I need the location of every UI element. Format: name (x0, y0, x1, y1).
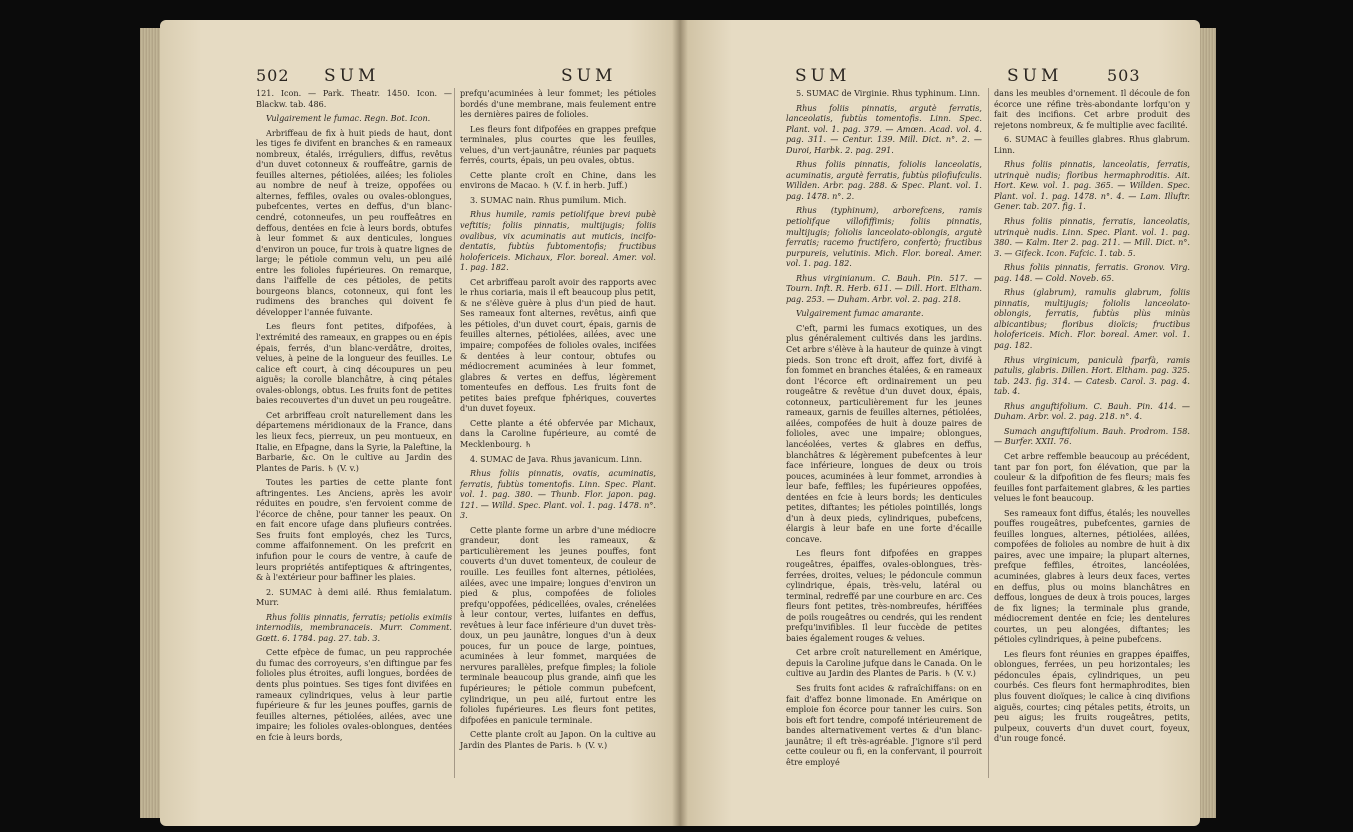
paragraph: Rhus foliis pinnatis, lanceolatis, ferratis, utrinquè nudis; floribus hermaphroditis. Ait. Hort. Kew. vol. 1. pag. 365. — Willden. Spec. Plant. vol. 1. pag. 1478. n°. 4. — Lam. Illuftr. Gener. tab. 207. fig. 1. (994, 159, 1190, 212)
paragraph: Rhus (typhinum), arborefcens, ramis petiolifque villofiffimis; foliis pinnatis, multijugis; foliolis lanceolato-oblongis, argutè ferratis; racemo fructifero, confertò; fructibus purpureis, velutinis. Mich. Flor. boreal. Amer. vol. 1. pag. 182. (786, 205, 982, 269)
book-gutter (672, 20, 688, 826)
paragraph: Rhus humile, ramis petiolifque brevi pubè veftitis; foliis pinnatis, multijugis; foliis ovalibus, vix acuminatis aut muticis, incifo-dentatis, fubtùs fubtomentofis; fructibus holofericeis. Michaux, Flor. boreal. Amer. vol. 1. pag. 182. (460, 209, 656, 273)
paragraph: Sumach anguftifolium. Bauh. Prodrom. 158. — Burfer. XXII. 76. (994, 425, 1190, 447)
paragraph: 121. Icon. — Park. Theatr. 1450. Icon. — Blackw. tab. 486. (256, 88, 452, 109)
paragraph: Rhus foliis pinnatis, ferratis, lanceolatis, utrinquè nudis. Linn. Spec. Plant. vol. 1. pag. 380. — Kalm. Iter 2. pag. 211. — Mill. Dict. n°. 3. — Gifeck. Icon. Fafcic. 1. tab. 5. (994, 216, 1190, 258)
entry-heading: 4. SUMAC de Java. Rhus javanicum. Linn. (470, 453, 643, 464)
left-page-edge (140, 28, 160, 818)
paragraph: prefqu'acuminées à leur fommet; les pétioles bordés d'une membrane, mais feulement entre les dernières paires de folioles. (460, 88, 656, 120)
paragraph: Toutes les parties de cette plante font aftringentes. Les Anciens, après les avoir réduites en poudre, s'en fervoient comme de l'écorce de chêne, pour tanner les peaux. On en fait encore ufage dans plufieurs contrées. Ses fruits font employés, chez les Turcs, comme affaifonnement. On les prefcrit en infufion pour le cours de ventre, à caufe de leurs propriétés antifeptiques & aftringentes, & à l'extérieur pour baffiner les plaies. (256, 477, 452, 583)
paragraph: Rhus foliis pinnatis, foliolis lanceolatis, acuminatis, argutè ferratis, fubtùs pilofiufculis. Willden. Arbr. pag. 288. & Spec. Plant. vol. 1. pag. 1478. n°. 2. (786, 159, 982, 201)
paragraph: Arbriffeau de fix à huit pieds de haut, dont les tiges fe divifent en branches & en rameaux nombreux, étalés, irréguliers, diffus, revêtus d'un duvet cotonneux & rouffeâtre, garnis de feuilles alternes, pétiolées, ailées; les folioles au nombre de neuf à treize, oppofées ou alternes, feffiles, ovales ou ovales-oblongues, pubefcentes, vertes en deffus, d'un blanc-cendré, cotonneufes, un peu rouffeâtres en deffous, dentées en fcie à leurs bords, obtufes à leur fommet & aux denticules, longues d'environ un pouce, fur trois à quatre lignes de large; le pétiole commun velu, un peu ailé entre les folioles fupérieures. On remarque, dans l'aiffelle de ces pétioles, de petits bourgeons blancs, cotonneux, qui font les rudimens des branches qui doivent fe développer l'année fuivante. (256, 127, 452, 317)
paragraph: Les fleurs font petites, difpofées, à l'extrémité des rameaux, en grappes ou en épis épais, ferrés, d'un blanc-verdâtre, droites, velues, à peine de la longueur des feuilles. Le calice eft court, à cinq découpures un peu aiguës; la corolle blanchâtre, à cinq pétales ovales-oblongs, obtus. Les fruits font de petites baies recouvertes d'un duvet un peu rougeâtre. (256, 321, 452, 406)
paragraph: Les fleurs font difpofées en grappes prefque terminales, plus courtes que les feuilles, velues, d'un vert-jaunâtre, réunies par paquets ferrés, courts, épais, un peu ovales, obtus. (460, 123, 656, 166)
paragraph: Rhus foliis pinnatis, ovatis, acuminatis, ferratis, fubtùs tomentofis. Linn. Spec. Plant. vol. 1. pag. 380. — Thunb. Flor. japon. pag. 121. — Willd. Spec. Plant. vol. 1. pag. 1478. n°. 3. (460, 468, 656, 521)
entry-heading: 3. SUMAC nain. Rhus pumilum. Mich. (470, 194, 627, 205)
paragraph: Cette plante a été obfervée par Michaux, dans la Caroline fupérieure, au comté de Mecklenbourg. ♄ (460, 417, 656, 449)
left-running-head (256, 66, 680, 90)
paragraph: Ses rameaux font diffus, étalés; les nouvelles pouffes rougeâtres, pubefcentes, garnies de feuilles longues, alternes, pétiolées, ailées, compofées de folioles au nombre de huit à dix paires, avec une impaire; la plupart alternes, prefque feffiles, étroites, lancéolées, acuminées, glabres à leurs deux faces, vertes en deffus, plus ou moins blanchâtres en deffous, longues de deux à trois pouces, larges de fix lignes; la terminale plus grande, médiocrement dentée en fcie; les dentelures courtes, un peu alongées, diftantes; les pétioles cylindriques, à peine pubefcens. (994, 507, 1190, 645)
paragraph: Ses fruits font acides & rafraîchiffans: on en fait d'affez bonne limonade. En Amérique on emploie fon écorce pour tanner les cuirs. Son bois eft fort tendre, compofé intérieurement de bandes alternativement vertes & d'un blanc-jaunâtre; il eft très-agréable. J'ignore s'il perd cette couleur ou fi, en la confervant, il pourroit être employé (786, 682, 982, 767)
paragraph: Rhus foliis pinnatis, ferratis. Gronov. Virg. pag. 148. — Cold. Noveb. 65. (994, 262, 1190, 283)
open-book (160, 20, 1200, 826)
paragraph: Cette plante forme un arbre d'une médiocre grandeur, dont les rameaux, & particulièrement les jeunes pouffes, font couverts d'un duvet tomenteux, de couleur de rouille. Les feuilles font alternes, pétiolées, ailées, avec une impaire; longues d'environ un pied & plus, compofées de folioles prefqu'oppofées, pédicellées, ovales, crénelées à leur contour, vertes, luifantes en deffus, revêtues à leur face inférieure d'un duvet très-doux, un peu jaunâtre, longues d'un à deux pouces, fur un pouce de large, pointues, acuminées à leur fommet, marquées de nervures parallèles, prefque fimples; la foliole terminale beaucoup plus grande, ainfi que les fupérieures; le pétiole commun pubefcent, cylindrique, un peu ailé, furtout entre les folioles fupérieures. Les fleurs font petites, difpofées en panicule terminale. (460, 524, 656, 725)
running-head-right-word: SUM (1007, 66, 1063, 86)
running-head-left-word: SUM (324, 66, 380, 86)
entry-heading: 2. SUMAC à demi ailé. Rhus femialatum. Murr. (256, 586, 452, 608)
paragraph: Cette efpèce de fumac, un peu rapprochée du fumac des corroyeurs, s'en diftingue par fes folioles plus étroites, aufli longues, bordées de dents plus pointues. Ses tiges font divifées en rameaux cylindriques, velus à leur partie fupérieure & fur les jeunes pouffes, garnis de feuilles alternes, pétiolées, ailées, avec une impaire; les folioles ovales-oblongues, dentées en fcie à leurs bords, (256, 647, 452, 742)
right-running-head (795, 66, 1200, 90)
paragraph: Cet arbriffeau croît naturellement dans les départemens méridionaux de la France, dans les lieux fecs, pierreux, un peu montueux, en Italie, en Efpagne, dans la Syrie, la Paleftine, la Barbarie, &c. On le cultive au Jardin des Plantes de Paris. ♄ (V. v.) (256, 409, 452, 473)
right-page-column-1 (786, 88, 982, 771)
page-number: 503 (1107, 66, 1141, 85)
paragraph: dans les meubles d'ornement. Il découle de fon écorce une réfine très-abondante lorfqu'on y fait des incifions. Cet arbre produit des rejetons nombreux, & fe multiplie avec facilité. (994, 88, 1190, 130)
page-number: 502 (256, 66, 290, 85)
paragraph: Cet arbriffeau paroît avoir des rapports avec le rhus coriaria, mais il eft beaucoup plus petit, & ne s'élève guère à plus d'un pied de haut. Ses rameaux font alternes, revêtus, ainfi que les pétioles, d'un duvet court, épais, garnis de feuilles alternes, pétiolées, ailées, avec une impaire; compofées de folioles ovales, incifées & dentées à leur contour, obtufes ou médiocrement acuminées à leur fommet, glabres & vertes en deffus, légèrement tomenteufes en deffous. Les fruits font de petites baies prefque fphériques, couvertes d'un duvet foyeux. (460, 276, 656, 414)
right-page-edge (1200, 28, 1216, 818)
paragraph: Cet arbre croît naturellement en Amérique, depuis la Caroline jufque dans le Canada. On le cultive au Jardin des Plantes de Paris. ♄ (V. v.) (786, 647, 982, 679)
paragraph: Rhus virginianum. C. Bauh. Pin. 517. — Tourn. Inft. R. Herb. 611. — Dill. Hort. Eltham. pag. 253. — Duham. Arbr. vol. 2. pag. 218. (786, 272, 982, 304)
paragraph: Vulgairement fumac amarante. (796, 308, 924, 319)
paragraph: Vulgairement le fumac. Regn. Bot. Icon. (266, 113, 431, 124)
running-head-left-word: SUM (795, 66, 851, 86)
left-page (160, 20, 680, 826)
paragraph: Rhus foliis pinnatis, argutè ferratis, lanceolatis, fubtùs tomentofis. Linn. Spec. Plant. vol. 1. pag. 379. — Amœn. Acad. vol. 4. pag. 311. — Centur. 139. Mill. Dict. n°. 2. — Duroi, Harbk. 2. pag. 291. (786, 102, 982, 155)
entry-heading: 6. SUMAC à feuilles glabres. Rhus glabrum. Linn. (994, 134, 1190, 155)
paragraph: Cet arbre reffemble beaucoup au précédent, tant par fon port, fon élévation, que par la couleur & la difpofition de fes fleurs; mais fes feuilles font parfaitement glabres, & les parties velues le font beaucoup. (994, 450, 1190, 504)
paragraph: Rhus anguftifolium. C. Bauh. Pin. 414. — Duham. Arbr. vol. 2. pag. 218. n°. 4. (994, 400, 1190, 422)
right-page-column-2 (994, 88, 1190, 748)
paragraph: Rhus foliis pinnatis, ferratis; petiolis eximiis internodiis, membranaceis. Murr. Comment. Gœtt. 6. 1784. pag. 27. tab. 3. (256, 611, 452, 643)
paragraph: Rhus (glabrum), ramulis glabrum, foliis pinnatis, multijugis; foliolis lanceolato-oblongis, ferratis, fubtùs plùs minùs albicantibus; floribus dioïcis; fructibus holofericeis. Mich. Flor. boreal. Amer. vol. 1. pag. 182. (994, 287, 1190, 351)
paragraph: C'eft, parmi les fumacs exotiques, un des plus généralement cultivés dans les jardins. Cet arbre s'élève à la hauteur de quinze à vingt pieds. Son tronc eft droit, affez fort, divifé à fon fommet en branches étalées, & en rameaux dont l'écorce eft ordinairement un peu rougeâtre & revêtue d'un duvet doux, épais, cotonneux, particulièrement fur les jeunes rameaux, garnis de feuilles alternes, pétiolées, ailées, compofées de huit à douze paires de folioles, avec une impaire; oblongues, lancéolées, vertes & glabres en deffus, blanchâtres & légèrement pubefcentes à leur face inférieure, longues de deux ou trois pouces, acuminées à leur fommet, arrondies à leur bafe, feffiles; les fupérieures oppofées, dentées en fcie à leurs bords; les denticules petites, diftantes; les pétioles pointillés, longs d'un à deux pieds, cylindriques, pubefcens, élargis à leur bafe en une forte d'écaille concave. (786, 322, 982, 544)
paragraph: Cette plante croît au Japon. On la cultive au Jardin des Plantes de Paris. ♄ (V. v.) (460, 729, 656, 750)
left-page-column-2 (460, 88, 656, 754)
right-page (680, 20, 1200, 826)
paragraph: Rhus virginicum, paniculà fparfà, ramis patulis, glabris. Dillen. Hort. Eltham. pag. 325. tab. 243. fig. 314. — Catesb. Carol. 3. pag. 4. tab. 4. (994, 354, 1190, 397)
paragraph: Les fleurs font réunies en grappes épaiffes, oblongues, ferrées, un peu horizontales; les pédoncules épais, cylindriques, un peu courbés. Ces fleurs font hermaphrodites, bien plus fouvent dioïques; le calice à cinq divifions aiguës, courtes; cinq pétales petits, étroits, un peu aigus; les fruits rougeâtres, petits, pulpeux, couverts d'un duvet court, foyeux, d'un rouge foncé. (994, 648, 1190, 744)
left-page-column-1 (256, 88, 452, 746)
running-head-right-word: SUM (561, 66, 617, 86)
paragraph: Les fleurs font difpofées en grappes rougeâtres, épaiffes, ovales-oblongues, très-ferrées, droites, velues; le pédoncule commun cylindrique, épais, très-velu, latéral ou terminal, redreffé par une courbure en arc. Ces fleurs font petites, très-nombreufes, hériffées de poils rougeâtres ou cendrés, qui les rendent prefqu'invifibles. Il leur fuccède de petites baies également rouges & velues. (786, 548, 982, 643)
entry-heading: 5. SUMAC de Virginie. Rhus typhinum. Linn. (796, 88, 981, 98)
paragraph: Cette plante croît en Chine, dans les environs de Macao. ♄ (V. f. in herb. Juff.) (460, 169, 656, 191)
